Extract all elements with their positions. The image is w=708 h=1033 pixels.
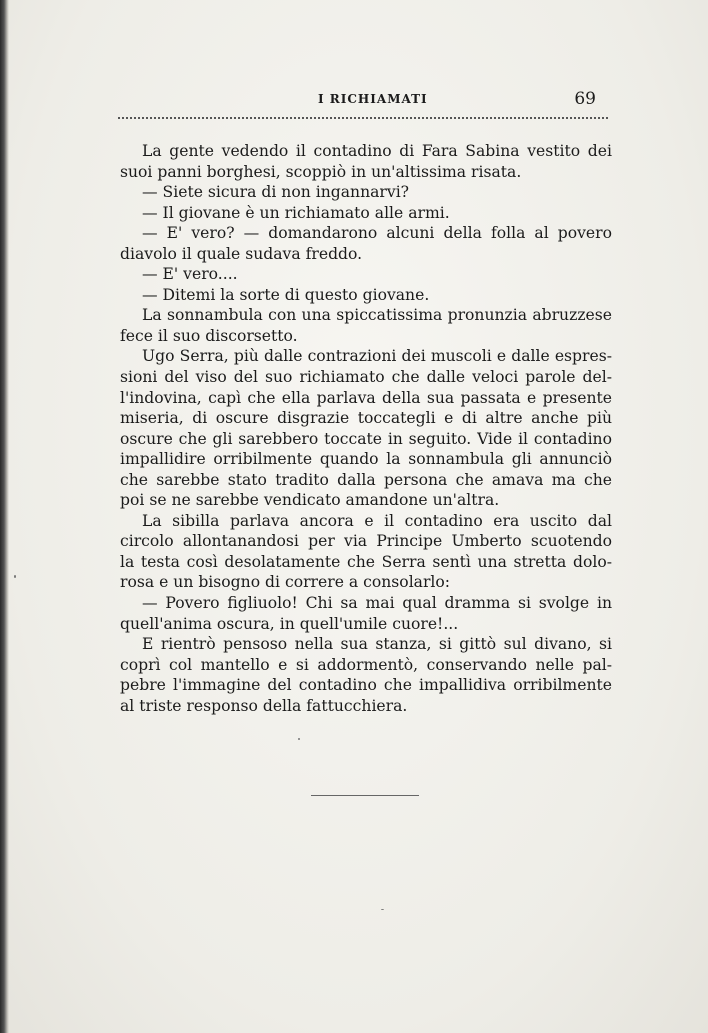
paper-speck [298, 738, 300, 740]
text-line: — Il giovane è un richiamato alle armi. [142, 203, 450, 222]
header-dotted-rule [118, 117, 608, 119]
text-line: La sonnambula con una spiccatissima pronunzia abruzzese [142, 306, 612, 325]
text-line: al triste responso della fattucchiera. [120, 696, 408, 715]
text-line: fece il suo discorsetto. [120, 326, 298, 345]
text-line: oscure che gli sarebbero toccate in seguito. Vide il contadino [120, 429, 612, 448]
paper-speck [381, 909, 384, 910]
page-number: 69 [574, 89, 596, 109]
chapter-end-rule [311, 795, 419, 796]
text-line: l'indovina, capì che ella parlava della sua passata e presente [120, 388, 612, 407]
text-line: poi se ne sarebbe vendicato amandone un'altra. [120, 491, 500, 510]
text-line: suoi panni borghesi, scoppiò in un'altissima risata. [120, 162, 522, 181]
text-line: circolo allontanandosi per via Principe Umberto scuotendo [120, 532, 612, 551]
text-line: — E' vero? — domandarono alcuni della folla al povero [142, 224, 612, 243]
binding-edge [0, 0, 9, 1033]
running-head [118, 89, 608, 118]
text-line: miseria, di oscure disgrazie toccategli e di altre anche più [120, 409, 612, 428]
text-line: che sarebbe stato tradito dalla persona che amava ma che [120, 470, 612, 489]
text-line: la testa così desolatamente che Serra sentì una stretta dolo- [120, 552, 612, 571]
text-line: La gente vedendo il contadino di Fara Sabina vestito dei [142, 142, 612, 160]
text-line: impallidire orribilmente quando la sonnambula gli annunciò [120, 450, 612, 469]
text-line: — Ditemi la sorte di questo giovane. [142, 285, 430, 304]
text-line: La sibilla parlava ancora e il contadino era uscito dal [142, 511, 612, 530]
text-line: pebre l'immagine del contadino che impallidiva orribilmente [120, 676, 612, 695]
text-line: diavolo il quale sudava freddo. [120, 244, 363, 263]
text-line: quell'anima oscura, in quell'umile cuore!... [120, 614, 459, 633]
text-line: coprì col mantello e si addormentò, conservando nelle pal- [120, 655, 612, 674]
running-title: I RICHIAMATI [318, 92, 428, 106]
text-line: — E' vero.... [142, 265, 238, 284]
paper-speck [14, 575, 16, 578]
text-line: E rientrò pensoso nella sua stanza, si gittò sul divano, si [142, 635, 612, 654]
text-line: sioni del viso del suo richiamato che dalle veloci parole del- [120, 368, 612, 387]
text-line: — Povero figliuolo! Chi sa mai qual dramma si svolge in [142, 594, 612, 613]
body-text [120, 141, 612, 716]
text-line: — Siete sicura di non ingannarvi? [142, 183, 410, 202]
text-line: Ugo Serra, più dalle contrazioni dei muscoli e dalle espres- [142, 347, 612, 366]
text-line: rosa e un bisogno di correre a consolarlo: [120, 573, 451, 592]
